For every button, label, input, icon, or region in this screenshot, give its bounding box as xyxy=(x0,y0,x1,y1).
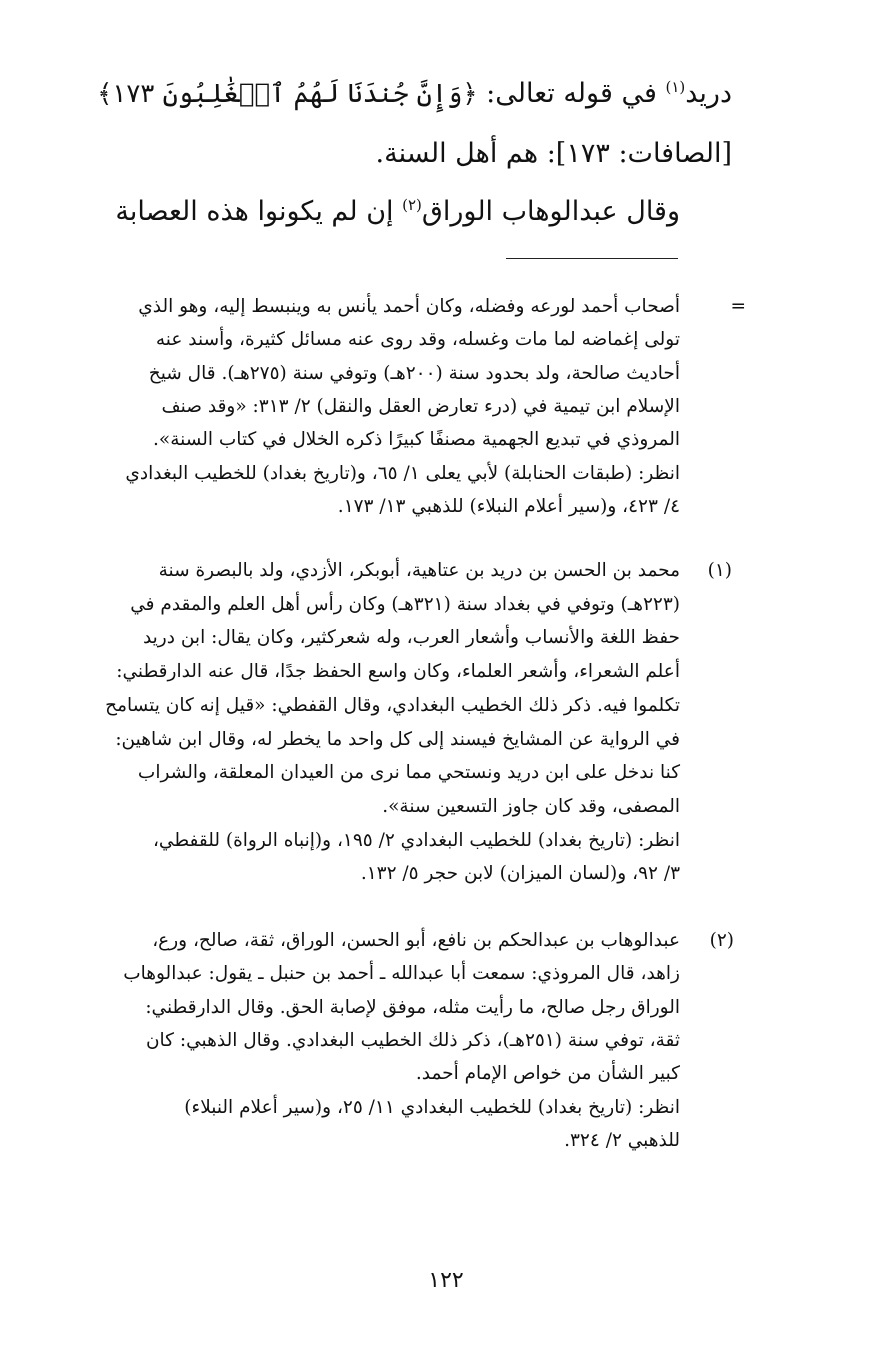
footnote-number-1: (١) xyxy=(707,560,732,581)
footnote-continuation-line: الإسلام ابن تيمية في (درء تعارض العقل والنقل) ٢/ ٣١٣: «وقد صنف xyxy=(161,395,680,417)
footnote-1-line: محمد بن الحسن بن دريد بن عتاهية، أبوبكر، الأزدي، ولد بالبصرة سنة xyxy=(158,560,680,581)
footnote-continuation-line: ٤/ ٤٢٣، و(سير أعلام النبلاء) للذهبي ١٣/ ١٧٣. xyxy=(337,495,680,517)
main-text: وقال عبدالوهاب الوراق xyxy=(421,196,680,227)
footnote-2-line: كبير الشأن من خواص الإمام أحمد. xyxy=(415,1063,680,1085)
footnote-1-line: (٢٢٣هـ) وتوفي في بغداد سنة (٣٢١هـ) وكان رأس أهل العلم والمقدم في xyxy=(130,593,680,615)
footnote-2-line: ثقة، توفي سنة (٢٥١هـ)، ذكر ذلك الخطيب البغدادي. وقال الذهبي: كان xyxy=(145,1029,680,1051)
main-text: دريد xyxy=(685,78,732,109)
continuation-mark: = xyxy=(730,296,746,317)
footnote-continuation-line: انظر: (طبقات الحنابلة) لأبي يعلى ١/ ٦٥، و(تاريخ بغداد) للخطيب البغدادي xyxy=(125,462,680,484)
main-text: إن لم يكونوا هذه العصابة xyxy=(115,196,403,227)
main-text-line-1 xyxy=(97,78,732,109)
footnote-separator xyxy=(506,258,678,259)
main-text-line-2: [الصافات: ١٧٣]: هم أهل السنة. xyxy=(375,138,732,169)
footnote-2-line: عبدالوهاب بن عبدالحكم بن نافع، أبو الحسن، الوراق، ثقة، صالح، ورع، xyxy=(152,930,680,951)
footnote-continuation-line: أصحاب أحمد لورعه وفضله، وكان أحمد يأنس به وينبسط إليه، وهو الذي xyxy=(138,296,680,317)
footnote-2-line: للذهبي ٢/ ٣٢٤. xyxy=(564,1129,680,1151)
footnote-1-line: أعلم الشعراء، وأشعر العلماء، وكان واسع الحفظ جدًا، قال عنه الدارقطني: xyxy=(116,661,680,683)
footnote-1-line: انظر: (تاريخ بغداد) للخطيب البغدادي ٢/ ١٩٥، و(إنباه الرواة) للقفطي، xyxy=(152,829,680,851)
main-text-line-3 xyxy=(115,196,680,227)
footnote-1-line: تكلموا فيه. ذكر ذلك الخطيب البغدادي، وقال القفطي: «قيل إنه كان يتسامح xyxy=(105,694,680,716)
footnote-2-line: انظر: (تاريخ بغداد) للخطيب البغدادي ١١/ ٢٥، و(سير أعلام النبلاء) xyxy=(184,1096,680,1118)
main-text: في قوله تعالى: xyxy=(477,78,666,109)
footnote-continuation-line: المروذي في تبديع الجهمية مصنفًا كبيرًا ذكره الخلال في كتاب السنة». xyxy=(153,429,680,451)
footnote-1-line: المصفى، وقد كان جاوز التسعين سنة». xyxy=(382,795,680,817)
footnote-2-line: الوراق رجل صالح، ما رأيت مثله، موفق لإصابة الحق. وقال الدارقطني: xyxy=(145,996,680,1018)
footnote-1-line: في الرواية عن المشايخ فيسند إلى كل واحد ما يخطر له، وقال ابن شاهين: xyxy=(115,728,680,750)
page-number: ١٢٢ xyxy=(428,1268,464,1293)
quran-verse: ﴿وَإِنَّ جُندَنَا لَهُمُ ٱلۡغَٰلِبُونَ ١٧٣﴾ xyxy=(97,79,478,109)
footnote-1-line: كنا ندخل على ابن دريد ونستحي مما نرى من العيدان المعلقة، والشراب xyxy=(137,762,680,784)
footnote-number-2: (٢) xyxy=(709,930,734,951)
footnote-1-line: ٣/ ٩٢، و(لسان الميزان) لابن حجر ٥/ ١٣٢. xyxy=(360,863,680,885)
footnote-1-line: حفظ اللغة والأنساب وأشعار العرب، وله شعركثير، وكان يقال: ابن دريد xyxy=(142,627,680,649)
footnote-ref-1[interactable]: (١) xyxy=(665,78,686,96)
footnote-ref-2[interactable]: (٢) xyxy=(402,196,422,214)
footnote-continuation-line: أحاديث صالحة، ولد بحدود سنة (٢٠٠هـ) وتوفي سنة (٢٧٥هـ). قال شيخ xyxy=(148,362,680,384)
footnote-continuation-line: تولى إغماضه لما مات وغسله، وقد روى عنه مسائل كثيرة، وأسند عنه xyxy=(155,329,680,351)
footnote-2-line: زاهد، قال المروذي: سمعت أبا عبدالله ـ أحمد بن حنبل ـ يقول: عبدالوهاب xyxy=(123,963,680,985)
